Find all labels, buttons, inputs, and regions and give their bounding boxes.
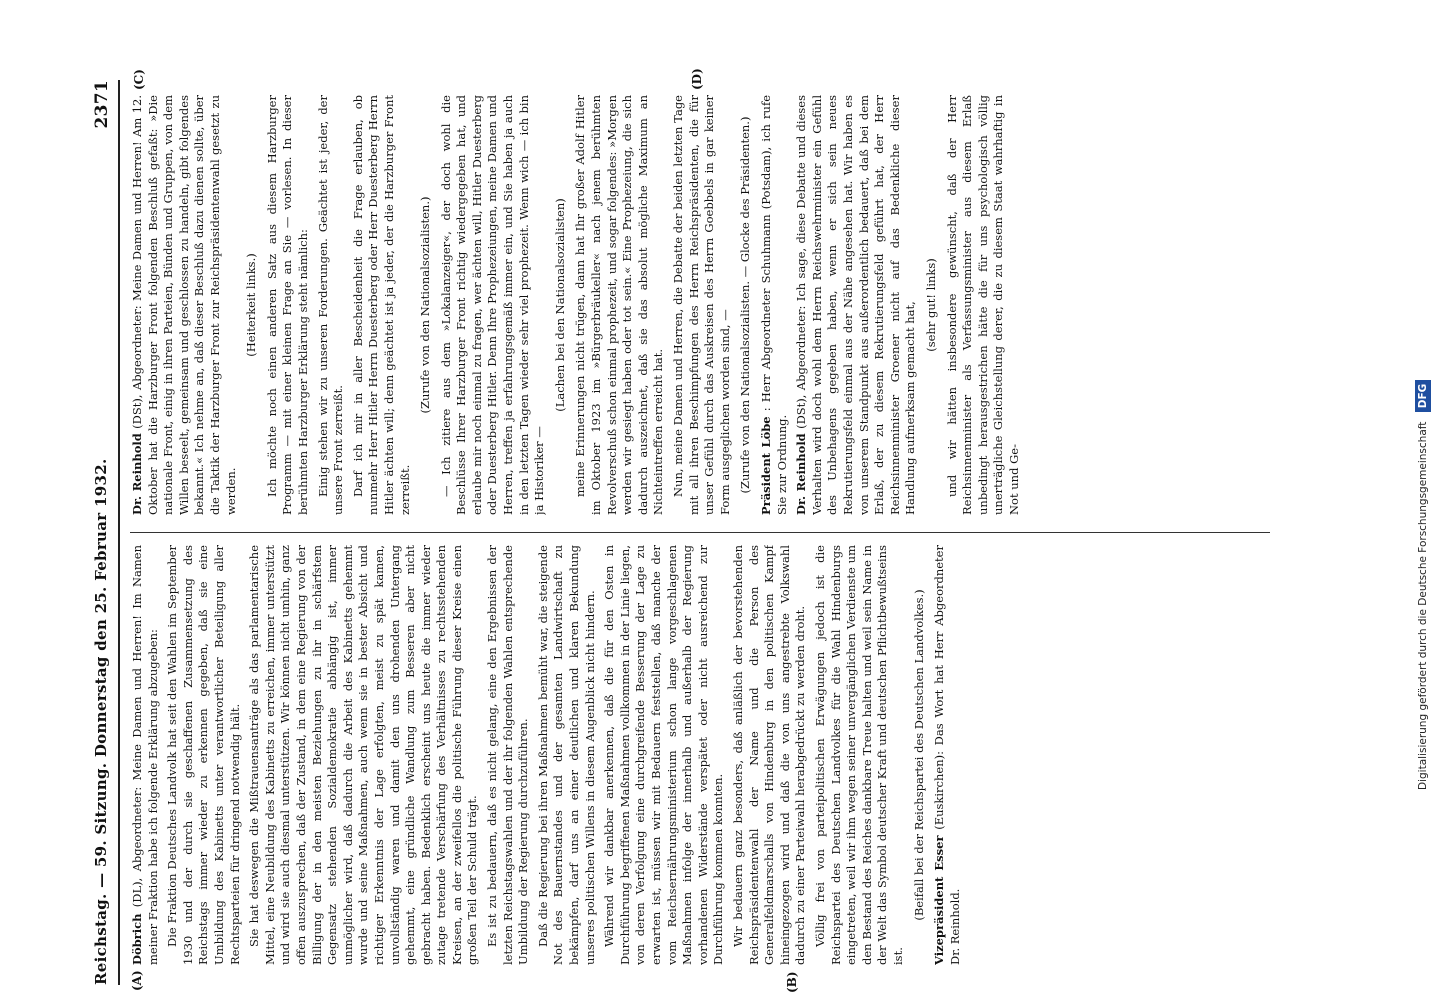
margin-marker-a: (A) (130, 970, 144, 991)
paragraph-text: und wir hätten insbesondere gewünscht, daß der Herr Reichsinnenminister als Verfassungsminister aus diesem Erlaß unbedingt herausgestrichen hätte die für uns psychologisch völlig unerträgliche Gleichstellung derer, die zu diesem Staat wahrhaftig in Not und Ge- (944, 95, 1021, 515)
paragraph-text: Sie hat deswegen die Mißtrauensanträge als das parlamentarische Mittel, eine Neubildung des Kabinetts zu erreichen, immer unterstützt und wird sie auch diesmal unterstützen. Wir können nicht umhin, ganz offen auszusprechen, daß der Zustand, in dem eine Regierung von der Billigung der in den meisten Beziehungen zu ihr in schärfstem Gegensatz stehenden Sozialdemokratie abhängig ist, immer unmöglicher wird, daß dadurch die Arbeit des Kabinetts gehemmt wurde und seine Maßnahmen, auch wenn sie in bester Absicht und richtiger Erkenntnis der Lage erfolgten, meist zu spät kamen, unvollständig waren und damit den uns drohenden Untergang gehemmt, eine gründliche Wandlung zum Besseren aber nicht gebracht haben. Bedenklich erscheint uns heute die immer wieder zutage tretende Verschärfung des Verhältnisses zu rechtsstehenden Kreisen, an der zweifellos die politische Führung dieser Kreise einen großen Teil der Schuld trägt. (247, 545, 480, 965)
column-divider (130, 532, 1270, 533)
paragraph-text: Ich möchte noch einen anderen Satz aus diesem Harzburger Programm — mit einer kleinen Frage an Sie — vorlesen. In dieser berühmten Harzburger Erklärung steht nämlich: (264, 95, 310, 515)
paragraph-text: (DSt), Abgeordneter: Ich sage, diese Debatte und dieses Verhalten wird doch wohl dem Herrn Reichswehrminister ein Gefühl des Unbehagens gegeben haben, wenn er sich sein neues Rekrutierungsfeld einmal aus der Nähe angesehen hat. Wir haben es von unserem Standpunkt aus außerordentlich bedauert, daß bei dem Erlaß, der zu diesem Rekrutierungsfeld geführt hat, der Herr Reichsinnenminister Groener nicht auf das Bedenkliche dieser Handlung aufmerksam gemacht hat, (794, 95, 918, 515)
speaker-name: Präsident Löbe (758, 416, 773, 515)
dfg-logo: DFG (1415, 380, 1431, 413)
paragraph (794, 95, 919, 515)
document-page (90, 68, 1320, 993)
paragraph (351, 95, 413, 515)
speaker-name: Dr. Reinhold (130, 433, 144, 515)
paragraph-text: (Beifall bei der Reichspartei des Deutschen Landvolkes.) (911, 589, 926, 921)
paragraph-text: (Zurufe von den Nationalsozialisten.) (418, 196, 433, 414)
paragraph (439, 95, 548, 515)
paragraph-text: — Ich zitiere aus dem »Lokalanzeiger«, der doch wohl die Beschlüsse Ihrer Harzburger Front richtig wiedergegeben hat, und erlaube mir noch einmal zu fragen, wer ächten will, Hitler Duesterberg oder Duesterberg Hitler. Denn Ihre Prophezeiungen, meine Damen und Herren, treffen ja erfahrungsgemäß immer ein, und Sie haben ja auch in den letzten Tagen wieder sehr viel prophezeit. Wenn wich — ich bin ja Historiker — (438, 95, 547, 515)
margin-marker-c: (C) (132, 69, 146, 90)
interjection (244, 95, 260, 515)
paragraph-text: (Heiterkeit links.) (244, 253, 259, 357)
interjection (418, 95, 434, 515)
digitization-text: Digitalisierung gefördert durch die Deutsche Forschungsgemeinschaft (1417, 421, 1429, 790)
paragraph-text: (Euskirchen): Das Wort hat Herr Abgeordneter Dr. Reinhold. (932, 545, 962, 965)
paragraph (602, 545, 727, 965)
paragraph-text: Einig stehen wir zu unseren Forderungen. Geächtet ist jeder, der unsere Front zerreißt. (315, 95, 346, 515)
left-column (130, 545, 1300, 965)
paragraph-text: Wir bedauern ganz besonders, daß anläßlich der bevorstehenden Reichspräsidentenwahl der Name und die Person des Generalfeldmarschalls von Hindenburg in den politischen Kampf hineingezogen wird und daß die von uns angestrebte Volkswahl dadurch zu einer Parteiwahl herabgedrückt zu werden droht. (730, 545, 808, 965)
paragraph (759, 95, 790, 515)
paragraph (945, 95, 1023, 515)
interjection (553, 95, 569, 515)
paragraph-text: Die Fraktion Deutsches Landvolk hat seit den Wahlen im September 1930 und der durch sie geschaffenen Zusammensetzung des Reichstags immer wieder zu erkennen gegeben, daß sie eine Umbildung des Kabinetts unter verantwortlicher Beteiligung aller Rechtsparteien für dringend notwendig hält. (165, 545, 242, 965)
paragraph-text: (DSt), Abgeordneter: Meine Damen und Herren! Am 12. Oktober hat die Harzburger Front folgenden Beschluß gefaßt: »Die nationale Front, einig in ihren Parteien, Bünden und Gruppen, von dem Willen beseelt, gemeinsam und geschlossen zu handeln, gibt folgendes bekannt.« Ich nehme an, daß dieser Beschluß dazu dienen sollte, über die Taktik der Harzburger Front zur Reichspräsidentenwahl gesetzt zu werden. (130, 95, 238, 515)
page-number: 2371 (92, 80, 112, 129)
paragraph-text: Es ist zu bedauern, daß es nicht gelang, eine den Ergebnissen der letzten Reichstagswahlen und der ihr folgenden Wahlen entsprechende Umbildung der Regierung durchzuführen. (485, 545, 531, 965)
paragraph (813, 545, 907, 965)
right-column (130, 95, 1300, 515)
paragraph (265, 95, 312, 515)
paragraph-text: Nun, meine Damen und Herren, die Debatte der beiden letzten Tage mit all ihren Beschimpfungen des Herrn Reichspräsidenten, die für unser Gefühl durch das Auskreisen des Herrn Goebbels in gar keiner Form ausgeglichen worden sind, — (671, 95, 732, 515)
page-header (90, 80, 116, 985)
margin-marker-b: (B) (785, 971, 799, 993)
paragraph (247, 545, 481, 965)
paragraph-text: Daß die Regierung bei ihren Maßnahmen bemüht war, die steigende Not des Bauernstandes und der gesamten Landwirtschaft zu bekämpfen, darf uns an einer deutlichen und klaren Bekundung unseres politischen Willens in diesem Augenblick nicht hindern. (535, 545, 597, 965)
paragraph (130, 95, 239, 515)
digitization-note (1412, 10, 1434, 790)
interjection (924, 95, 940, 515)
paragraph-text: meine Erinnerungen nicht trügen, dann hat Ihr großer Adolf Hitler im Oktober 1923 im »Bürgerbräukeller« nach jenem berühmten Revolverschuß schon einmal prophezeit, und sogar folgendes: »Morgen werden wir gesiegt haben oder tot sein.« Eine Prophezeiung, die sich dadurch auszeichnet, daß sie das absolut mögliche Maximum an Nichteintreffen erreicht hat. (573, 95, 666, 515)
paragraph (573, 95, 667, 515)
paragraph-text: Völlig frei von parteipolitischen Erwägungen jedoch ist die Reichspartei des Deutschen Landvolkes für die Wahl Hindenburgs eingetreten, weil wir ihm wegen seiner unvergänglichen Verdienste um den Bestand des Reiches dankbare Treue halten und weil sein Name in der Welt das Symbol deutscher Kraft und deutschen Pflichtbewußtseins ist. (812, 545, 905, 965)
paragraph (130, 545, 161, 965)
paragraph-text: (Zurufe von den Nationalsozialisten. — Glocke des Präsidenten.) (738, 116, 753, 494)
paragraph (536, 545, 598, 965)
paragraph (316, 95, 347, 515)
header-rule (118, 80, 120, 985)
interjection (738, 95, 754, 515)
paragraph-text: (DL), Abgeordneter: Meine Damen und Herren! Im Namen meiner Fraktion habe ich folgende Erklärung abzugeben: (130, 545, 160, 965)
speaker-name: Dr. Reinhold (794, 433, 809, 515)
paragraph (932, 545, 963, 965)
paragraph (671, 95, 733, 515)
paragraph-text: Während wir dankbar anerkennen, daß die für den Osten in Durchführung begriffenen Maßnahmen vollkommen in der Linie liegen, von deren Verfolgung eine durchgreifende Besserung der Lage zu erwarten ist, müssen wir mit Bedauern feststellen, daß manche der vom Reichsernährungsministerium schon lange vorgeschlagenen Maßnahmen infolge der innerhalb und außerhalb der Regierung vorhandenen Widerstände verspätet oder nicht ausreichend zur Durchführung kommen konnten. (602, 545, 726, 965)
paragraph (165, 545, 243, 965)
interjection (912, 545, 928, 965)
paragraph (485, 545, 532, 965)
running-head: Reichstag. — 59. Sitzung. Donnerstag den 25. Februar 1932. (92, 458, 110, 985)
margin-marker-d: (D) (690, 68, 704, 90)
paragraph (731, 545, 809, 965)
paragraph-text: : Herr Abgeordneter Schuhmann (Potsdam), ich rufe Sie zur Ordnung. (758, 95, 789, 515)
speaker-name: Vizepräsident Esser (932, 835, 947, 965)
paragraph-text: Darf ich mir in aller Bescheidenheit die Frage erlauben, ob nunmehr Herr Hitler Herrn Duesterberg oder Herr Duesterberg Herrn Hitler ächten will; denn geächtet ist ja jeder, der die Harzburger Front zerreißt. (350, 95, 412, 515)
speaker-name: Döbrich (130, 913, 144, 965)
paragraph-text: (sehr gut! links) (923, 258, 938, 352)
paragraph-text: (Lachen bei den Nationalsozialisten) (552, 198, 567, 412)
